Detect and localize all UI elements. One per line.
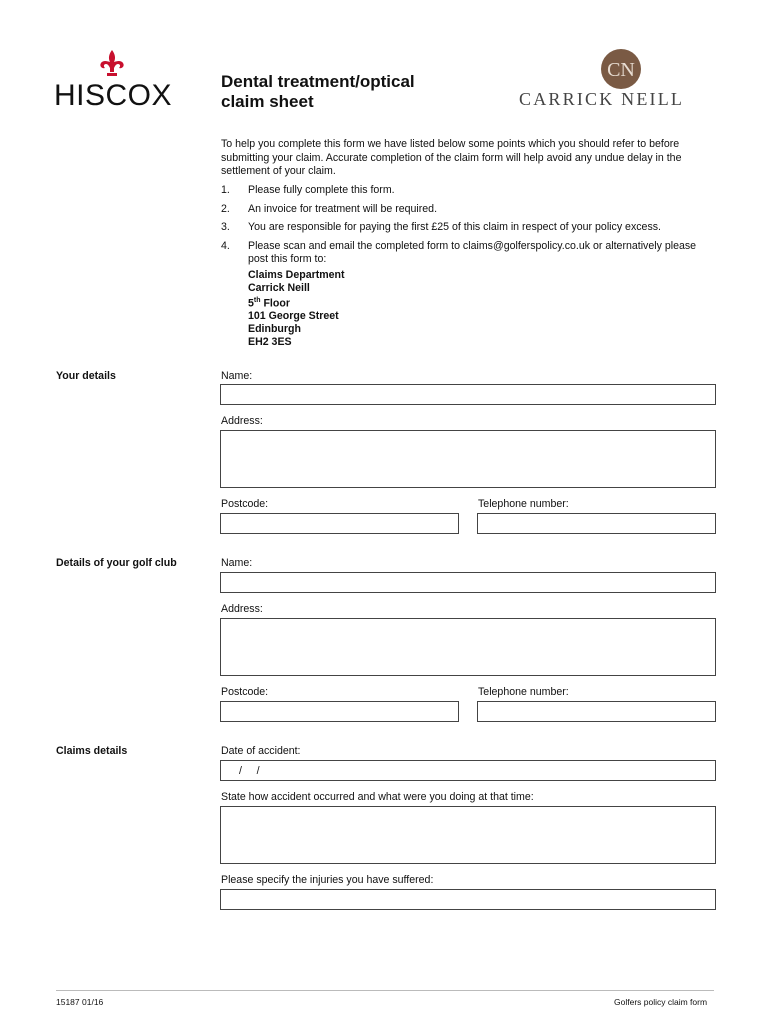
accident-description-input[interactable] [220, 806, 716, 864]
club-postcode-input[interactable] [220, 701, 459, 722]
point-2-text: An invoice for treatment will be required. [248, 203, 438, 215]
date-of-accident-label: Date of accident: [221, 745, 301, 757]
your-address-label: Address: [221, 415, 263, 427]
address-floor-number: 5 [248, 297, 254, 310]
postal-address [248, 269, 345, 348]
address-line-2: Carrick Neill [248, 281, 310, 294]
section-claims-details: Claims details [56, 745, 128, 757]
date-of-accident-input[interactable] [220, 760, 716, 781]
injuries-input[interactable] [220, 889, 716, 910]
carrick-monogram-text: CN [607, 59, 635, 81]
club-address-label: Address: [221, 603, 263, 615]
point-3-text: You are responsible for paying the first £25 of this claim in respect of your policy excess. [248, 221, 661, 233]
title-line-2: claim sheet [221, 92, 314, 111]
your-name-label: Name: [221, 370, 253, 382]
address-line-3 [248, 295, 345, 310]
title-line-1: Dental treatment/optical [221, 72, 415, 91]
carrick-neill-monogram-icon [600, 48, 642, 90]
intro-paragraph: To help you complete this form we have listed below some points which you should refer to before submitting your claim. Accurate completion of the claim form will help avoid any undue delay in the settlement of your claim. [221, 138, 682, 177]
injuries-label: Please specify the injuries you have suffered: [221, 874, 434, 886]
club-name-label: Name: [221, 557, 253, 569]
footer-divider [56, 990, 714, 991]
hiscox-fleur-icon [98, 50, 126, 80]
club-telephone-input[interactable] [477, 701, 716, 722]
your-postcode-label: Postcode: [221, 498, 269, 510]
address-floor-suffix: th [253, 296, 261, 304]
address-line-6: EH2 3ES [248, 335, 292, 348]
footer-reference: 15187 01/16 [56, 997, 104, 1007]
address-line-5: Edinburgh [248, 322, 301, 335]
address-floor-word: Floor [260, 297, 290, 310]
your-postcode-input[interactable] [220, 513, 459, 534]
club-address-input[interactable] [220, 618, 716, 676]
point-1-number: 1. [221, 184, 230, 196]
hiscox-logo-text: HISCOX [54, 79, 173, 112]
your-telephone-input[interactable] [477, 513, 716, 534]
point-4-text: Please scan and email the completed form to claims@golferspolicy.co.uk or alternatively please post this form to: [248, 240, 697, 265]
date-separators: / / [239, 765, 260, 777]
your-name-input[interactable] [220, 384, 716, 405]
footer-form-name: Golfers policy claim form [614, 997, 708, 1007]
your-telephone-label: Telephone number: [478, 498, 569, 510]
section-your-details: Your details [56, 370, 116, 382]
page-title [221, 72, 481, 112]
address-line-4: 101 George Street [248, 309, 339, 322]
club-telephone-label: Telephone number: [478, 686, 569, 698]
carrick-neill-logo-text: CARRICK NEILL [519, 89, 685, 109]
point-2-number: 2. [221, 203, 230, 215]
point-4-number: 4. [221, 240, 230, 252]
accident-description-label: State how accident occurred and what were you doing at that time: [221, 791, 534, 803]
point-1-text: Please fully complete this form. [248, 184, 395, 196]
section-golf-club: Details of your golf club [56, 557, 177, 569]
club-name-input[interactable] [220, 572, 716, 593]
your-address-input[interactable] [220, 430, 716, 488]
club-postcode-label: Postcode: [221, 686, 269, 698]
point-3-number: 3. [221, 221, 230, 233]
address-line-1: Claims Department [248, 269, 345, 281]
